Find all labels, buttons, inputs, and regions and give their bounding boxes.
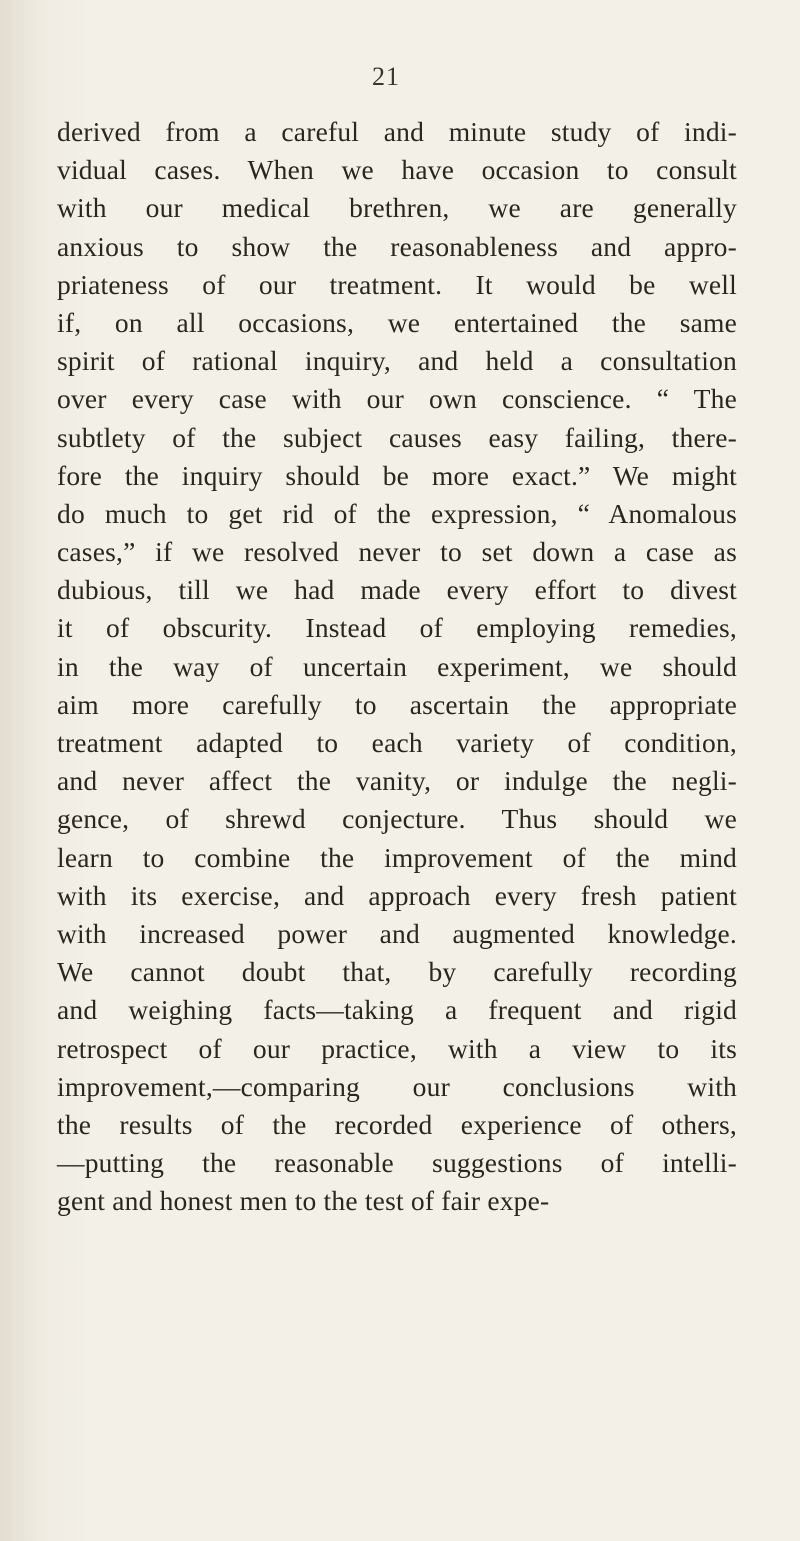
text-line: with our medical brethren, we are generally	[57, 192, 737, 224]
text-line: subtlety of the subject causes easy failing, there-	[57, 421, 737, 453]
text-line: and never affect the vanity, or indulge the negli-	[57, 765, 737, 797]
text-line: fore the inquiry should be more exact.” We might	[57, 459, 737, 491]
text-line: priateness of our treatment. It would be well	[57, 268, 737, 300]
page-number	[0, 62, 800, 92]
text-line: learn to combine the improvement of the mind	[57, 841, 737, 873]
text-line: —putting the reasonable suggestions of intelli-	[57, 1147, 737, 1179]
text-line: with its exercise, and approach every fresh patient	[57, 879, 737, 911]
text-line: improvement,—comparing our conclusions with	[57, 1070, 737, 1102]
text-line: aim more carefully to ascertain the appropriate	[57, 688, 737, 720]
text-line: do much to get rid of the expression, “ Anomalous	[57, 497, 737, 529]
text-line: if, on all occasions, we entertained the same	[57, 306, 737, 338]
text-line: dubious, till we had made every effort to divest	[57, 574, 737, 606]
text-line: gent and honest men to the test of fair expe-	[57, 1185, 550, 1217]
text-line: vidual cases. When we have occasion to consult	[57, 154, 737, 186]
body-text	[57, 113, 737, 1220]
text-line: over every case with our own conscience. “ The	[57, 383, 737, 415]
text-line: and weighing facts—taking a frequent and rigid	[57, 994, 737, 1026]
text-line: gence, of shrewd conjecture. Thus should we	[57, 803, 737, 835]
text-line: We cannot doubt that, by carefully recording	[57, 956, 737, 988]
text-line: cases,” if we resolved never to set down a case as	[57, 536, 737, 568]
text-line: it of obscurity. Instead of employing remedies,	[57, 612, 737, 644]
text-line: in the way of uncertain experiment, we should	[57, 650, 737, 682]
text-line: anxious to show the reasonableness and appro-	[57, 230, 737, 262]
text-line: with increased power and augmented knowledge.	[57, 917, 737, 949]
text-line: spirit of rational inquiry, and held a consultation	[57, 345, 737, 377]
text-line: the results of the recorded experience of others,	[57, 1108, 737, 1140]
text-line: retrospect of our practice, with a view to its	[57, 1032, 737, 1064]
text-line: treatment adapted to each variety of condition,	[57, 727, 737, 758]
page-number-text: 21	[372, 62, 400, 91]
text-line: derived from a careful and minute study of indi-	[57, 116, 737, 147]
